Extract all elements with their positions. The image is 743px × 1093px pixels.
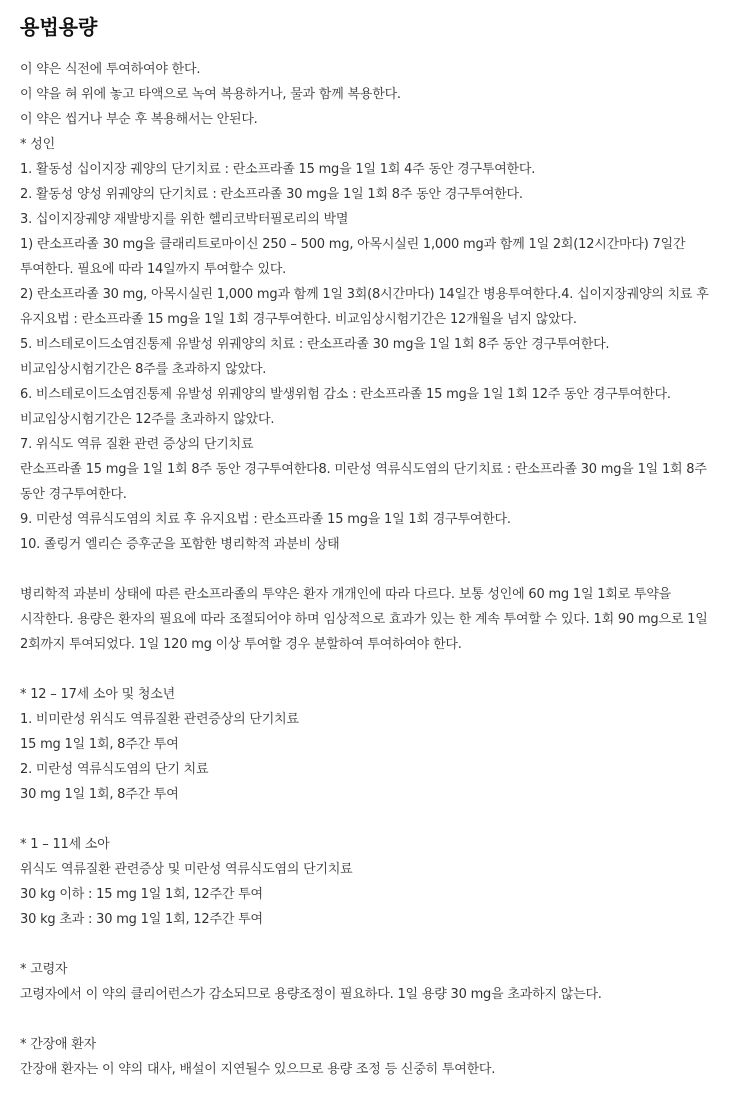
blank-line	[20, 557, 723, 582]
dosage-line: 이 약은 씹거나 부순 후 복용해서는 안된다.	[20, 112, 258, 127]
dosage-line: 9. 미란성 역류식도염의 치료 후 유지요법 : 란소프라졸 15 mg을 1일 1회 경구투여한다.	[20, 512, 511, 527]
dosage-line: 15 mg 1일 1회, 8주간 투여	[20, 737, 179, 752]
dosage-line: 2. 미란성 역류식도염의 단기 치료	[20, 762, 209, 777]
blank-line	[20, 657, 723, 682]
dosage-line: 이 약은 식전에 투여하여야 한다.	[20, 62, 201, 77]
dosage-line: 1. 비미란성 위식도 역류질환 관련증상의 단기치료	[20, 712, 299, 727]
dosage-line: 3. 십이지장궤양 재발방지를 위한 헬리코박터필로리의 박멸	[20, 212, 349, 227]
blank-line	[20, 1007, 723, 1032]
dosage-line: 2. 활동성 양성 위궤양의 단기치료 : 란소프라졸 30 mg을 1일 1회 8주 동안 경구투여한다.	[20, 187, 523, 202]
dosage-line: * 고령자	[20, 962, 68, 977]
dosage-line: 란소프라졸 15 mg을 1일 1회 8주 동안 경구투여한다8. 미란성 역류식도염의 단기치료 : 란소프라졸 30 mg을 1일 1회 8주 동안 경구투여한다.	[20, 462, 707, 502]
dosage-line: 5. 비스테로이드소염진통제 유발성 위궤양의 치료 : 란소프라졸 30 mg을 1일 1회 8주 동안 경구투여한다. 비교임상시험기간은 8주를 초과하지 않았다.	[20, 337, 610, 377]
dosage-line: 병리학적 과분비 상태에 따른 란소프라졸의 투약은 환자 개개인에 따라 다르다. 보통 성인에 60 mg 1일 1회로 투약을 시작한다. 용량은 환자의 필요에 따라 조절되어야 하며 임상적으로 효과가 있는 한 계속 투여할 수 있다. 1회 90 mg으로 1일 2회까지 투여되었다. 1일 120 mg 이상 투여할 경우 분할하여 투여하여야 한다.	[20, 587, 708, 652]
dosage-line: 7. 위식도 역류 질환 관련 증상의 단기치료	[20, 437, 254, 452]
dosage-line: 6. 비스테로이드소염진통제 유발성 위궤양의 발생위험 감소 : 란소프라졸 15 mg을 1일 1회 12주 동안 경구투여한다. 비교임상시험기간은 12주를 초과하지 않았다.	[20, 387, 671, 427]
dosage-line: 30 kg 이하 : 15 mg 1일 1회, 12주간 투여	[20, 887, 263, 902]
dosage-line: 10. 졸링거 엘리슨 증후군을 포함한 병리학적 과분비 상태	[20, 537, 340, 552]
dosage-line: 30 mg 1일 1회, 8주간 투여	[20, 787, 179, 802]
dosage-line: * 성인	[20, 137, 55, 152]
dosage-line: 1) 란소프라졸 30 mg을 클래리트로마이신 250 – 500 mg, 아목시실린 1,000 mg과 함께 1일 2회(12시간마다) 7일간 투여한다. 필요에 따라 14일까지 투여할수 있다.	[20, 237, 686, 277]
section-title: 용법용량	[20, 15, 98, 39]
dosage-line: * 12 – 17세 소아 및 청소년	[20, 687, 175, 702]
dosage-line: 30 kg 초과 : 30 mg 1일 1회, 12주간 투여	[20, 912, 263, 927]
dosage-line: * 간장애 환자	[20, 1037, 96, 1052]
dosage-line: 간장애 환자는 이 약의 대사, 배설이 지연될수 있으므로 용량 조정 등 신중히 투여한다.	[20, 1062, 496, 1077]
blank-line	[20, 932, 723, 957]
dosage-line: 고령자에서 이 약의 클리어런스가 감소되므로 용량조정이 필요하다. 1일 용량 30 mg을 초과하지 않는다.	[20, 987, 602, 1002]
dosage-text	[20, 57, 723, 1082]
dosage-line: 위식도 역류질환 관련증상 및 미란성 역류식도염의 단기치료	[20, 862, 353, 877]
dosage-line: 2) 란소프라졸 30 mg, 아목시실린 1,000 mg과 함께 1일 3회(8시간마다) 14일간 병용투여한다.4. 십이지장궤양의 치료 후 유지요법 : 란소프라졸 15 mg을 1일 1회 경구투여한다. 비교임상시험기간은 12개월을 넘지 않았다.	[20, 287, 709, 327]
dosage-line: 이 약을 혀 위에 놓고 타액으로 녹여 복용하거나, 물과 함께 복용한다.	[20, 87, 401, 102]
dosage-line: 1. 활동성 십이지장 궤양의 단기치료 : 란소프라졸 15 mg을 1일 1회 4주 동안 경구투여한다.	[20, 162, 536, 177]
blank-line	[20, 807, 723, 832]
dosage-line: * 1 – 11세 소아	[20, 837, 110, 852]
